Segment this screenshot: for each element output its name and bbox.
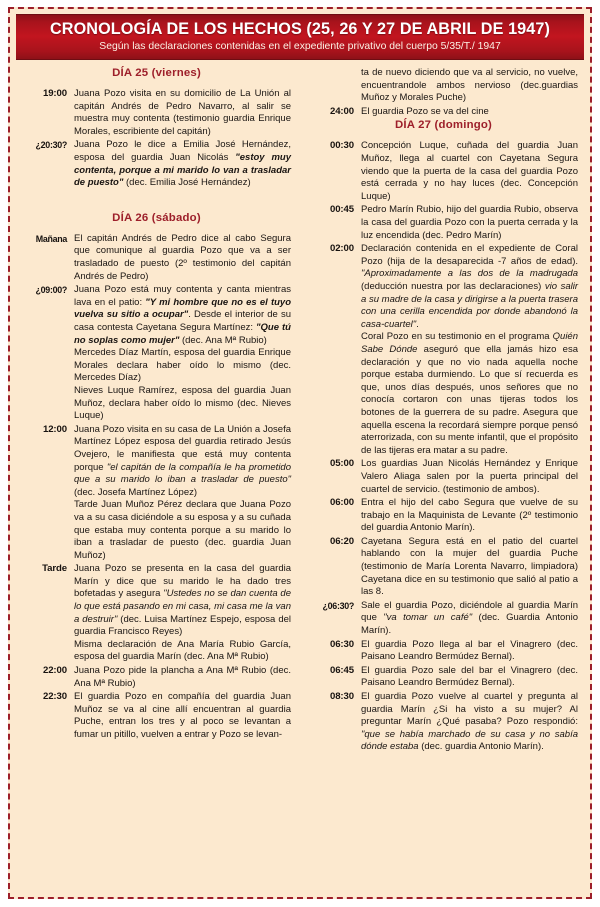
entry-paragraph [361,243,578,331]
text-run: Sale el guardia Pozo, diciéndole al guardia Marín que [361,599,578,624]
text-run: El guardia Pozo se va del cine [361,105,489,117]
day-heading: DÍA 25 (viernes) [112,67,201,80]
text-run: El guardia Pozo llega al bar el Vinagrero (dec. Paisano Leandro Bermúdez Bernal). [361,638,578,663]
timeline-entry [309,600,578,638]
entry-time: 08:30 [329,691,354,702]
timeline-entry [309,204,578,242]
day-heading: DÍA 26 (sábado) [112,211,201,224]
entry-paragraph [361,665,578,690]
entry-text [361,204,578,242]
timeline-entry [309,665,578,690]
text-run: Coral Pozo en su testimonio en el programa [361,331,553,343]
entry-time: Mañana [35,233,67,244]
entry-paragraph [74,88,291,138]
text-run: Cayetana Segura está en el patio del cuartel hablando con la mujer del guardia Puche (testimonio de María Lorenta Navarro, limpiadora) Cayetana dice en su testimonio que salió al patio a las 8. [361,535,578,598]
timeline-entry [22,424,291,563]
page-subtitle: Según las declaraciones contenidas en el expediente privativo del cuerpo 5/35/T./ 1947 [99,41,501,53]
text-run: aseguró que ella jamás hizo esa declaración y que no vio nada aquella noche porque estaba durmiendo. Lo que sí recuerda es que, unos días después, unos señores que no conocía cortaron con unas tijeras todos los botones de la guerrera de su padre. Asegura que aquella escena la recordará siempre porque pensó aterrorizada, con su mente infantil, que el propósito de las tijeras era matar a su padre. [361,343,578,456]
text-run: Mercedes Díaz Martín, esposa del guardia Enrique Morales declara haber oído lo mismo (dec. Mercedes Díaz) [74,347,291,384]
timeline-entry [22,88,291,138]
entry-time: ¿09:00? [35,285,67,296]
entry-time: 22:30 [42,691,67,703]
timeline-entry [309,458,578,496]
dashed-frame [8,7,592,899]
text-run: . Desde el interior de su casa contesta Cayetana Segura Martínez: [74,309,291,333]
timeline-entry [22,284,291,423]
timeline-entry [309,536,578,599]
entry-text [361,458,578,496]
text-run: Concepción Luque, cuñada del guardia Juan Muñoz, llega al cuartel con Cayetana Segura viendo que la puerta de la casa del guardia Pozo está cerrada y no hay luces (dec. Concepción Luque) [361,140,578,202]
entry-time: 12:00 [42,423,67,435]
text-run: (dec. guardia Antonio Marín). [418,741,544,753]
entry-paragraph [74,499,291,562]
column-right [300,67,582,891]
entry-paragraph [361,106,578,119]
timeline-entry [309,497,578,535]
entry-text [361,665,578,690]
entry-time: 24:00 [329,105,354,117]
entry-time: ¿06:30? [322,600,354,611]
content-columns [16,60,584,891]
entry-text [361,691,578,754]
entry-paragraph [361,600,578,638]
text-run: Declaración contenida en el expediente de Coral Pozo (hija de la desaparecida -7 años de edad). [361,243,578,267]
timeline-entry [22,691,291,741]
entry-time: 06:30 [329,638,354,650]
entry-text [361,140,578,203]
entry-time: 06:20 [329,535,354,547]
text-run: Juana Pozo visita en su casa de La Unión a Josefa Martínez López esposa del guardia retirado Jesús Ovejero, le manifiesta que está muy contenta porque [74,423,291,473]
text-run: (dec. Ana Mª Rubio) [179,334,267,346]
entry-text [74,233,291,283]
entry-paragraph [74,563,291,639]
entry-text [361,497,578,535]
text-run: Juana Pozo visita en su domicilio de La Unión al capitán Andrés de Pedro Navarro, al salir se muestra muy contenta (testimonio guardia Enrique Morales, escribiente del capitán) [74,88,291,137]
timeline-entry [309,243,578,457]
timeline-entry [309,140,578,203]
quoted-emphasis: "Y mi hombre que no es el tuyo vuelva su sitio a ocupar" [74,296,292,321]
entry-text [361,639,578,664]
text-run: Juana Pozo pide la plancha a Ana Mª Rubio (dec. Ana Mª Rubio) [74,665,291,689]
entry-paragraph [361,204,578,242]
timeline-entry [309,691,578,754]
column-left [18,67,300,891]
text-run: Juana Pozo le dice a Emilia José Hernández, esposa del guardia Juan Nicolás [74,139,291,164]
day-heading: DÍA 27 (domingo) [394,119,493,132]
entry-paragraph [74,139,291,189]
entry-paragraph [361,536,578,599]
quoted-text: Quién Sabe Dónde [361,331,578,355]
entry-paragraph [74,233,291,283]
entry-paragraph [361,639,578,664]
text-run: (dec. Luisa Martínez Espejo, esposa del guardia Francisco Reyes) [74,613,291,638]
page-title: CRONOLOGÍA DE LOS HECHOS (25, 26 Y 27 DE ABRIL DE 1947) [50,20,550,38]
timeline-entry [22,563,291,664]
entry-text [74,284,291,423]
text-run: (dec. Josefa Martínez López) [74,486,198,498]
entry-paragraph [361,331,578,457]
text-run: El capitán Andrés de Pedro dice al cabo Segura que comunique al guardia Pozo que va a ser trasladado de puesto (2º testimonio del capitán Andrés de Pedro) [74,232,291,282]
text-run: Entra el hijo del cabo Segura que vuelve de su trabajo en la Maquinista de Levante (2º testimonio del guardia Antonio Marín). [361,497,578,534]
text-run: ta de nuevo diciendo que va al servicio, no vuelve, encuentrandole ambos nervioso (dec.guardias Muñoz y Morales Puche) [361,67,578,104]
text-run: (dec. Guardia Antonio Marín). [361,612,578,637]
text-run: El guardia Pozo sale del bar el Vinagrero (dec. Paisano Leandro Bermúdez Bernal). [361,664,578,689]
entry-text [74,88,291,138]
entry-text [361,106,578,119]
entry-time: 22:00 [42,665,67,677]
entry-time: 19:00 [42,88,67,100]
entry-text [74,424,291,563]
text-run: Pedro Marín Rubio, hijo del guardia Rubio, observa la casa del guardia Pozo con la puerta cerrada y la luz encendida (dec. Pedro Marín) [361,204,578,241]
timeline-entry [309,67,578,105]
entry-time: 06:45 [329,664,354,676]
text-run: Juana Pozo está muy contenta y canta mientras lava en el patio: [74,284,291,308]
text-run: Juana Pozo se presenta en la casa del guardia Marín y dice que su marido le ha dado tres bofetadas y asegura [74,563,291,600]
timeline-entry [22,665,291,690]
entry-time: 06:00 [329,497,354,509]
entry-paragraph [74,385,291,423]
quoted-text: vio salir a su madre de la casa y dirigirse a la puerta trasera con una cerilla encendida por donde abandonó la casa-cuartel" [361,281,579,330]
entry-text [74,563,291,664]
entry-time: 00:45 [329,204,354,216]
entry-text [74,691,291,741]
quoted-emphasis: "Que tú no soplas como mujer" [74,322,291,346]
entry-text [361,600,578,638]
text-run: (dec. Emilia José Hernández) [123,177,251,189]
entry-text [361,67,578,105]
timeline-entry [22,233,291,283]
text-run: El guardia Pozo en compañía del guardia Juan Muñoz se va al cine allí encuentran al guardia Puche, entran los tres y al poco se levantan a fumar un pitillo, vuelven a entrar y Pozo se levan- [74,691,291,740]
entry-paragraph [361,140,578,203]
entry-time: ¿20:30? [35,140,67,151]
entry-paragraph [361,691,578,754]
quoted-text: "que se había marchado de su casa y no sabía dónde estaba [361,728,578,753]
entry-paragraph [361,458,578,496]
timeline-entry [22,139,291,189]
quoted-text: "el capitán de la compañía le ha prometido que a su marido lo iban a trasladar de puesto" [74,461,291,486]
quoted-text: "Aproximadamente a las dos de la madrugada [361,268,578,280]
text-run: Nieves Luque Ramírez, esposa del guardia Juan Muñoz, declara haber oído lo mismo (dec. Nieves Luque) [74,384,291,422]
timeline-entry [309,639,578,664]
entry-time: Tarde [42,563,67,575]
text-run: Los guardias Juan Nicolás Hernández y Enrique Valero Aliaga salen por la puerta principal del cuartel de servicio. (testimonio de ambos). [361,458,578,495]
timeline-entry [309,106,578,119]
entry-text [361,536,578,599]
entry-time: 00:30 [329,140,354,152]
entry-paragraph [74,347,291,385]
entry-text [361,243,578,457]
entry-paragraph [361,67,578,105]
entry-time: 02:00 [329,243,354,255]
entry-paragraph [74,639,291,664]
text-run: (deducción nuestra por las declaraciones) [361,281,545,292]
text-run: El guardia Pozo vuelve al cuartel y pregunta al guardia Marín ¿Si ha visto a su mujer? Al preguntar Marín ¿Qué pasaba? Pozo respondió: [361,691,578,728]
entry-text [74,139,291,189]
entry-paragraph [74,665,291,690]
text-run: Misma declaración de Ana María Rubio García, esposa del guardia Marín (dec. Ana Mª Rubio) [74,638,291,663]
entry-time: 05:00 [329,458,354,470]
text-run: Tarde Juan Muñoz Pérez declara que Juana Pozo va a su casa diciéndole a su esposa y a su cuñada que estaba muy contenta porque a su marido lo iban a trasladar de puesto (dec. guardia Juan Muñoz) [74,499,291,561]
quoted-text: "va tomar un café" [383,612,473,624]
text-run: . [416,318,419,330]
entry-paragraph [74,691,291,741]
entry-paragraph [361,497,578,535]
quoted-emphasis: "estoy muy contenta, porque a mi marido lo van a trasladar de puesto" [74,152,292,189]
entry-text [74,665,291,690]
entry-paragraph [74,424,291,500]
entry-paragraph [74,284,291,347]
quoted-text: "Ustedes no se dan cuenta de lo que está pasando en mi casa, mi casa me la van a destruir" [74,588,291,625]
header-band [16,14,584,60]
